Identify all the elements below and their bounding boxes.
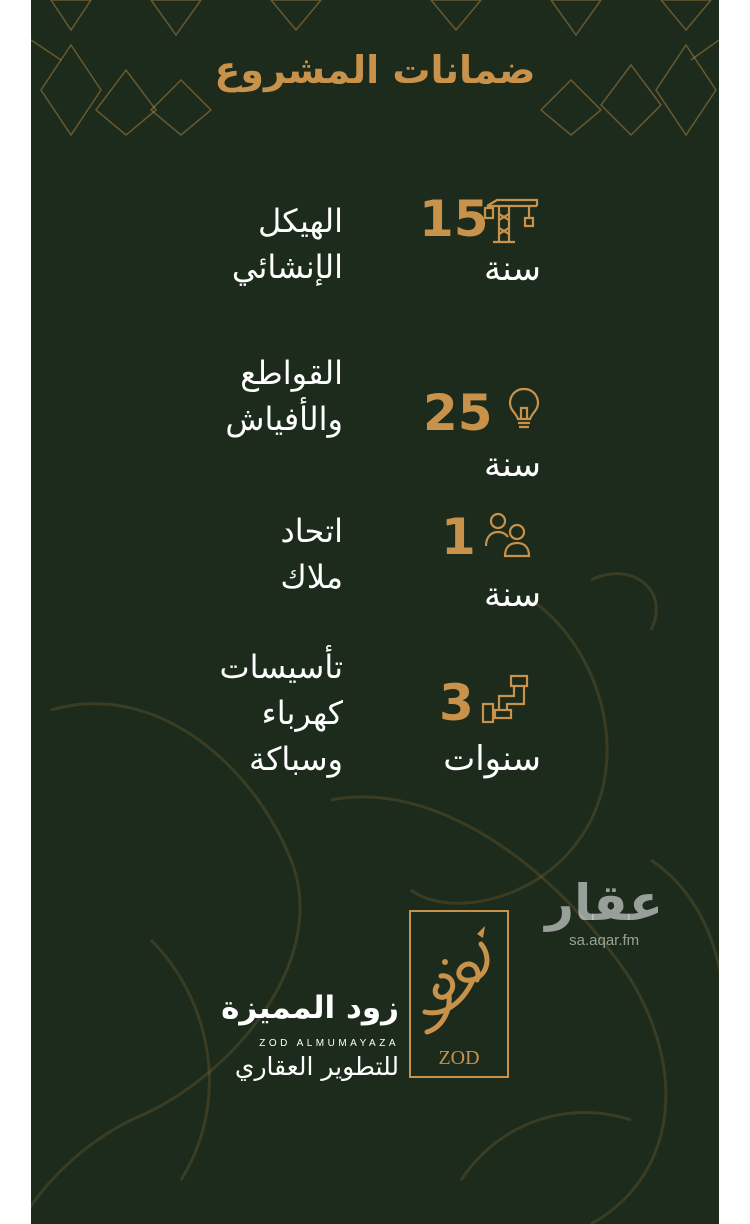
warranty-label [113,644,343,782]
warranty-label [113,350,343,442]
warranty-years: 15 [419,190,489,248]
label-line: وسباكة [248,740,343,778]
label-line: ملاك [280,558,343,596]
watermark-url: sa.aqar.fm [569,932,640,949]
warranty-years: 25 [423,384,493,442]
warranty-unit: سنة [484,445,541,485]
label-line: الإنشائي [231,248,343,286]
brand-latin-name: ZOD ALMUMAYAZA [259,1038,399,1049]
label-line: تأسيسات [219,648,343,686]
page-title: ضمانات المشروع [214,48,536,92]
warranty-unit: سنة [484,249,541,289]
warranty-row-owners-association [31,506,719,616]
warranty-row-plumbing-electric [31,644,719,784]
pipe-icon [481,674,531,726]
warranty-row-structure [31,190,719,300]
label-line: اتحاد [280,512,343,550]
warranty-years: 3 [439,674,474,732]
watermark-text: عقار [545,874,663,932]
logo-text: ZOD [438,1047,480,1069]
poster [31,0,719,1224]
label-line: الهيكل [258,202,343,240]
people-icon [483,510,533,558]
label-line: كهرباء [261,694,343,732]
aqar-watermark [545,874,663,949]
logo-calligraphy-icon [411,916,507,1046]
warranty-label [113,508,343,600]
warranty-unit: سنة [484,575,541,615]
brand-name: زود المميزة [221,990,399,1026]
label-line: والأفياش [225,400,343,438]
warranty-years: 1 [441,508,476,566]
lightbulb-icon [507,386,541,432]
label-line: القواطع [240,354,343,392]
crane-icon [483,198,541,244]
warranty-label [113,198,343,290]
warranty-unit: سنوات [443,739,541,779]
brand-subtitle: للتطوير العقاري [234,1052,399,1081]
zod-logo [409,910,509,1078]
warranty-row-switches [31,350,719,485]
